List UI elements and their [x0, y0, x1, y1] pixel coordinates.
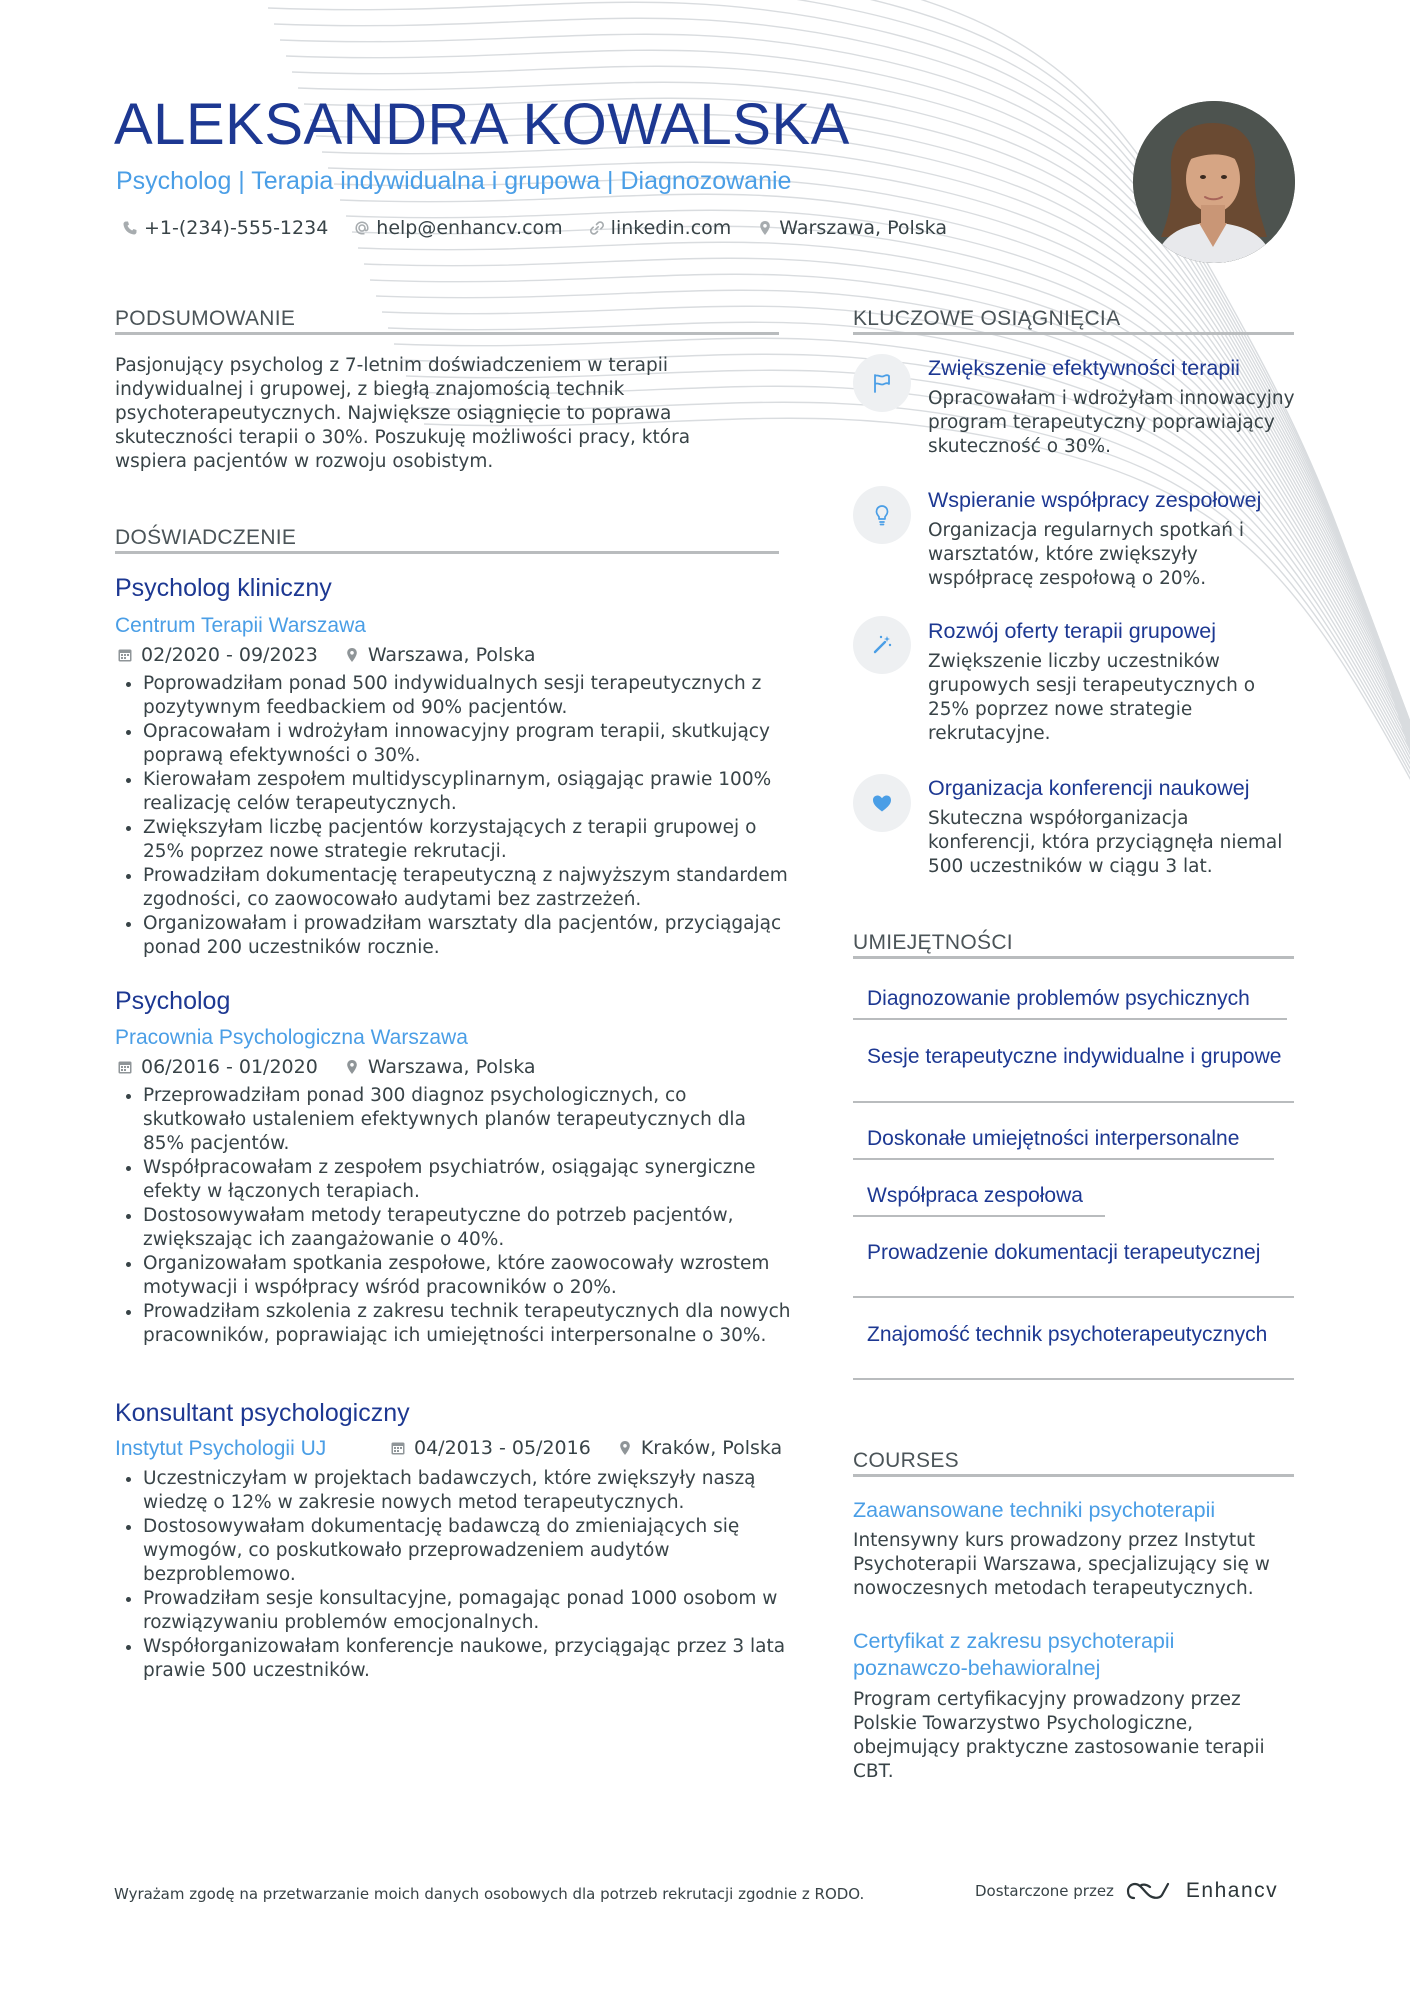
calendar-icon: [117, 1059, 133, 1075]
achievement-title: Wspieranie współpracy zespołowej: [928, 488, 1262, 512]
achievement-text: Opracowałam i wdrożyłam innowacyjny program terapeutyczny poprawiający skuteczność o 30%.: [928, 388, 1295, 457]
experience-section-title: DOŚWIADCZENIE: [115, 526, 297, 549]
job-company: Centrum Terapii Warszawa: [115, 614, 366, 637]
job-location: [344, 1056, 536, 1078]
achievement-title: Rozwój oferty terapii grupowej: [928, 619, 1216, 643]
location-pin-icon: [757, 220, 773, 236]
job-bullet: • Przeprowadziłam ponad 300 diagnoz psychologicznych, co skutkowało ustaleniem efektywnych planów terapeutycznych dla 85% pacjentów.: [143, 1084, 791, 1156]
job-bullet: • Kierowałam zespołem multidyscyplinarnym, osiągając prawie 100% realizację celów terapeutycznych.: [143, 768, 791, 816]
email-text: help@enhancv.com: [376, 217, 563, 239]
course-description: Intensywny kurs prowadzony przez Instytut Psychoterapii Warszawa, specjalizujący się w nowoczesnych metodach terapeutycznych.: [853, 1530, 1270, 1599]
contact-email[interactable]: [354, 217, 562, 239]
job-bullet: • Dostosowywałam metody terapeutyczne do potrzeb pacjentów, zwiększając ich zaangażowanie o 40%.: [143, 1204, 791, 1252]
job-bullet: • Dostosowywałam dokumentację badawczą do zmieniających się wymogów, co poskutkowało przeprowadzeniem audytów bezproblemowo.: [143, 1515, 791, 1587]
job-dates: [117, 644, 318, 666]
contact-linkedin[interactable]: [589, 217, 732, 239]
job-bullet: • Współorganizowałam konferencje naukowe, przyciągając przez 3 lata prawie 500 uczestników.: [143, 1635, 791, 1683]
achievement-icon-badge: [853, 354, 911, 412]
job-role: Psycholog: [115, 987, 231, 1015]
experience-divider: [115, 551, 779, 554]
job-role: Konsultant psychologiczny: [115, 1399, 410, 1427]
magic-wand-icon: [870, 633, 894, 657]
profile-photo-image: [1133, 101, 1295, 263]
job-bullet: • Prowadziłam szkolenia z zakresu technik terapeutycznych dla nowych pracowników, poprawiając ich umiejętności interpersonalne o 30%.: [143, 1300, 791, 1348]
location-pin-icon: [344, 647, 360, 663]
summary-divider: [115, 332, 779, 335]
job-dates: [117, 1056, 318, 1078]
job-bullet: • Organizowałam spotkania zespołowe, które zaowocowały wzrostem motywacji i współpracy wśród pracowników o 20%.: [143, 1252, 791, 1300]
job-bullet: • Prowadziłam dokumentację terapeutyczną z najwyższym standardem zgodności, co zaowocowało audytami bez zastrzeżeń.: [143, 864, 791, 912]
skill-item: Współpraca zespołowa: [867, 1184, 1083, 1207]
skill-item: Doskonałe umiejętności interpersonalne: [867, 1127, 1240, 1150]
course-title: Certyfikat z zakresu psychoterapii poznawczo-behawioralnej: [853, 1629, 1175, 1680]
calendar-icon: [117, 647, 133, 663]
skills-divider: [853, 956, 1294, 959]
job-location: [344, 644, 536, 666]
job-meta: [117, 643, 536, 667]
job-dates-text: 02/2020 - 09/2023: [141, 644, 318, 666]
job-role: Psycholog kliniczny: [115, 574, 332, 602]
course-description: Program certyfikacyjny prowadzony przez Polskie Towarzystwo Psychologiczne, obejmujący praktyczne zastosowanie terapii CBT.: [853, 1689, 1265, 1782]
skill-underline: [853, 1101, 1294, 1103]
calendar-icon: [390, 1440, 406, 1456]
enhancv-logo-icon: [1126, 1878, 1174, 1904]
consent-note: Wyrażam zgodę na przetwarzanie moich danych osobowych dla potrzeb rekrutacji zgodnie z RODO.: [114, 1885, 865, 1903]
achievements-section-title: KLUCZOWE OSIĄGNIĘCIA: [853, 307, 1121, 330]
phone-icon: [122, 220, 138, 236]
job-dates: [390, 1437, 591, 1459]
skill-underline: [853, 1158, 1274, 1160]
job-bullet: • Opracowałam i wdrożyłam innowacyjny program terapii, skutkujący poprawą efektywności o 30%.: [143, 720, 791, 768]
job-dates-text: 06/2016 - 01/2020: [141, 1056, 318, 1078]
summary-section-title: PODSUMOWANIE: [115, 307, 296, 330]
lightbulb-icon: [870, 503, 894, 527]
skill-underline: [853, 1378, 1294, 1380]
summary-text: Pasjonujący psycholog z 7-letnim doświadczeniem w terapii indywidualnej i grupowej, z biegłą znajomością technik psychoterapeutycznych. Największe osiągnięcie to poprawa skuteczności terapii o 30%. Poszukuję możliwości pracy, która wspiera pacjentów w rozwoju osobistym.: [115, 355, 691, 472]
skill-item: Diagnozowanie problemów psychicznych: [867, 987, 1250, 1010]
location-pin-icon: [617, 1440, 633, 1456]
job-bullet: • Prowadziłam sesje konsultacyjne, pomagając ponad 1000 osobom w rozwiązywaniu problemów emocjonalnych.: [143, 1587, 791, 1635]
skill-underline: [853, 1018, 1287, 1020]
candidate-name: ALEKSANDRA KOWALSKA: [114, 92, 850, 157]
heart-icon: [870, 791, 894, 815]
achievements-divider: [853, 332, 1294, 335]
footer-branding: [975, 1878, 1278, 1904]
achievement-title: Zwiększenie efektywności terapii: [928, 356, 1240, 380]
course-title: Zaawansowane techniki psychoterapii: [853, 1498, 1216, 1522]
linkedin-text: linkedin.com: [610, 217, 732, 239]
job-location-text: Kraków, Polska: [640, 1437, 783, 1459]
flag-icon: [870, 371, 894, 395]
skill-item: Sesje terapeutyczne indywidualne i grupowe: [867, 1045, 1282, 1068]
job-bullets: [115, 1467, 791, 1683]
skill-underline: [853, 1215, 1105, 1217]
skills-section-title: UMIEJĘTNOŚCI: [853, 931, 1013, 954]
link-icon: [589, 220, 605, 236]
skill-item: Znajomość technik psychoterapeutycznych: [867, 1323, 1268, 1346]
job-dates-text: 04/2013 - 05/2016: [414, 1437, 591, 1459]
contact-bar: [122, 214, 947, 242]
brand-name: Enhancv: [1185, 1879, 1279, 1902]
achievement-icon-badge: [853, 774, 911, 832]
achievement-text: Skuteczna współorganizacja konferencji, która przyciągnęła niemal 500 uczestników w ciągu 3 lat.: [928, 808, 1283, 877]
job-bullet: • Współpracowałam z zespołem psychiatrów, osiągając synergiczne efekty w łączonych terapiach.: [143, 1156, 791, 1204]
job-company: Instytut Psychologii UJ: [115, 1437, 327, 1460]
job-location-text: Warszawa, Polska: [367, 1056, 536, 1078]
achievement-text: Zwiększenie liczby uczestników grupowych sesji terapeutycznych o 25% poprzez nowe strategie rekrutacyjne.: [928, 651, 1256, 744]
location-pin-icon: [344, 1059, 360, 1075]
achievement-icon-badge: [853, 616, 911, 674]
job-meta: [390, 1436, 782, 1460]
courses-section-title: COURSES: [853, 1449, 959, 1472]
skill-item: Prowadzenie dokumentacji terapeutycznej: [867, 1241, 1261, 1264]
achievement-text: Organizacja regularnych spotkań i warsztatów, które zwiększyły współpracę zespołową o 20%.: [928, 520, 1245, 589]
profile-photo: [1133, 101, 1295, 263]
achievement-title: Organizacja konferencji naukowej: [928, 776, 1250, 800]
job-bullet: • Zwiększyłam liczbę pacjentów korzystających z terapii grupowej o 25% poprzez nowe strategie rekrutacji.: [143, 816, 791, 864]
job-meta: [117, 1055, 536, 1079]
contact-location: [757, 217, 947, 239]
job-bullet: • Organizowałam i prowadziłam warsztaty dla pacjentów, przyciągając ponad 200 uczestników rocznie.: [143, 912, 791, 960]
job-bullets: [115, 1084, 791, 1348]
job-bullet: • Uczestniczyłam w projektach badawczych, które zwiększyły naszą wiedzę o 12% w zakresie nowych metod terapeutycznych.: [143, 1467, 791, 1515]
job-company: Pracownia Psychologiczna Warszawa: [115, 1026, 468, 1049]
at-sign-icon: [354, 220, 370, 236]
achievement-icon-badge: [853, 486, 911, 544]
job-location: [617, 1437, 782, 1459]
job-bullets: [115, 672, 791, 960]
location-text: Warszawa, Polska: [779, 217, 947, 239]
candidate-headline: Psycholog | Terapia indywidualna i grupowa | Diagnozowanie: [116, 167, 792, 195]
contact-phone[interactable]: [122, 217, 328, 239]
phone-text: +1-(234)-555-1234: [144, 217, 329, 239]
job-bullet: • Poprowadziłam ponad 500 indywidualnych sesji terapeutycznych z pozytywnym feedbackiem od 90% pacjentów.: [143, 672, 791, 720]
powered-by-label: Dostarczone przez: [975, 1882, 1114, 1900]
job-location-text: Warszawa, Polska: [367, 644, 536, 666]
skill-underline: [853, 1296, 1294, 1298]
courses-divider: [853, 1474, 1294, 1477]
